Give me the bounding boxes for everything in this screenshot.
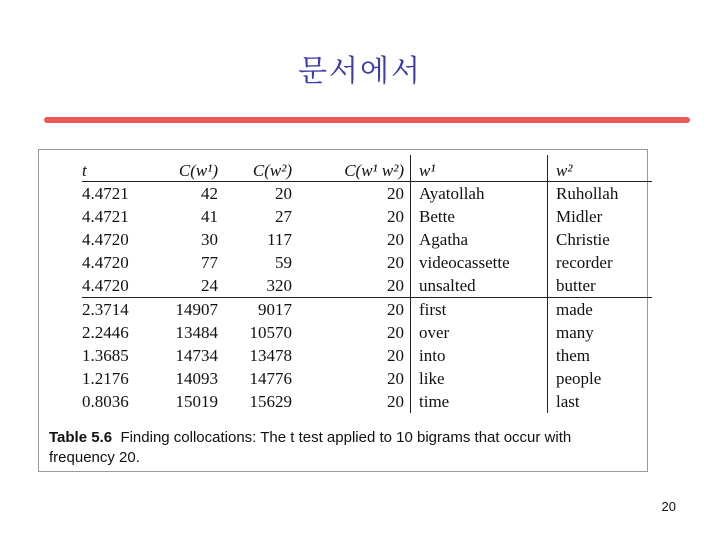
cell-c-w1w2: 20 [387,252,404,272]
cell-t: 2.3714 [82,299,129,319]
table-row [82,298,652,322]
cell-w2: people [548,367,653,390]
cell-w2: Christie [548,228,653,251]
cell-t: 4.4720 [82,229,129,249]
cell-c-w1w2: 20 [387,391,404,411]
cell-w1: over [411,321,548,344]
cell-c-w1: 15019 [175,391,218,411]
header-w1: w¹ [411,155,548,182]
table-row [82,344,652,367]
header-w2: w² [548,155,653,182]
table-row [82,205,652,228]
cell-c-w1w2: 20 [387,229,404,249]
table-figure [38,149,648,472]
cell-c-w1: 77 [201,252,218,272]
cell-c-w1: 14734 [175,345,218,365]
cell-w2: made [548,298,653,322]
cell-c-w2: 320 [224,274,298,298]
cell-c-w1: 14907 [175,299,218,319]
table-body [82,182,652,414]
cell-t: 1.2176 [82,368,129,388]
cell-w1: first [411,298,548,322]
cell-c-w2: 10570 [249,322,292,342]
cell-c-w1: 42 [201,183,218,203]
cell-c-w1w2: 20 [387,368,404,388]
table-row [82,182,652,206]
table-header-row [82,155,652,182]
cell-w1: time [411,390,548,413]
cell-w2: recorder [548,251,653,274]
cell-w2: Ruhollah [548,182,653,206]
table-row [82,274,652,298]
cell-t: 0.8036 [82,391,129,411]
cell-c-w2: 14776 [249,368,292,388]
header-t: t [82,155,150,182]
cell-c-w2: 15629 [249,391,292,411]
cell-w1: Ayatollah [411,182,548,206]
cell-t: 1.3685 [82,345,129,365]
page-number: 20 [661,499,676,514]
header-c-w1w2: C(w¹ w²) [298,155,411,182]
cell-c-w2: 13478 [249,345,292,365]
cell-w2: them [548,344,653,367]
cell-c-w1w2: 20 [387,183,404,203]
cell-c-w2: 9017 [258,299,292,319]
cell-w1: into [411,344,548,367]
cell-c-w1: 41 [201,206,218,226]
cell-w1: unsalted [411,274,548,298]
cell-w1: Bette [411,205,548,228]
cell-c-w1: 13484 [175,322,218,342]
cell-t: 4.4721 [82,206,129,226]
cell-c-w2: 27 [275,206,292,226]
table-row [82,390,652,413]
cell-t: 2.2446 [82,322,129,342]
cell-w2: butter [548,274,653,298]
table-row [82,228,652,251]
cell-c-w1: 24 [150,274,224,298]
table-row [82,321,652,344]
cell-c-w1w2: 20 [387,322,404,342]
cell-c-w2: 59 [275,252,292,272]
table-row [82,367,652,390]
title-underline [44,117,690,123]
cell-c-w1w2: 20 [387,345,404,365]
slide-title: 문서에서 [298,54,422,89]
cell-w2: last [548,390,653,413]
header-c-w2: C(w²) [224,155,298,182]
cell-w1: videocassette [411,251,548,274]
cell-c-w2: 20 [275,183,292,203]
cell-t: 4.4720 [82,274,150,298]
collocation-table [82,155,652,413]
header-c-w1: C(w¹) [150,155,224,182]
cell-t: 4.4721 [82,183,129,203]
caption-label: Table 5.6 [49,429,113,446]
cell-c-w1: 14093 [175,368,218,388]
cell-w2: Midler [548,205,653,228]
table-caption [49,428,641,468]
table-row [82,251,652,274]
cell-w2: many [548,321,653,344]
cell-w1: like [411,367,548,390]
caption-text: Finding collocations: The t test applied to 10 bigrams that occur with frequency 20. [49,429,572,466]
cell-t: 4.4720 [82,252,129,272]
cell-w1: Agatha [411,228,548,251]
cell-c-w1w2: 20 [387,299,404,319]
cell-c-w1w2: 20 [387,206,404,226]
cell-c-w1: 30 [201,229,218,249]
cell-c-w1w2: 20 [298,274,411,298]
cell-c-w2: 117 [267,229,292,249]
